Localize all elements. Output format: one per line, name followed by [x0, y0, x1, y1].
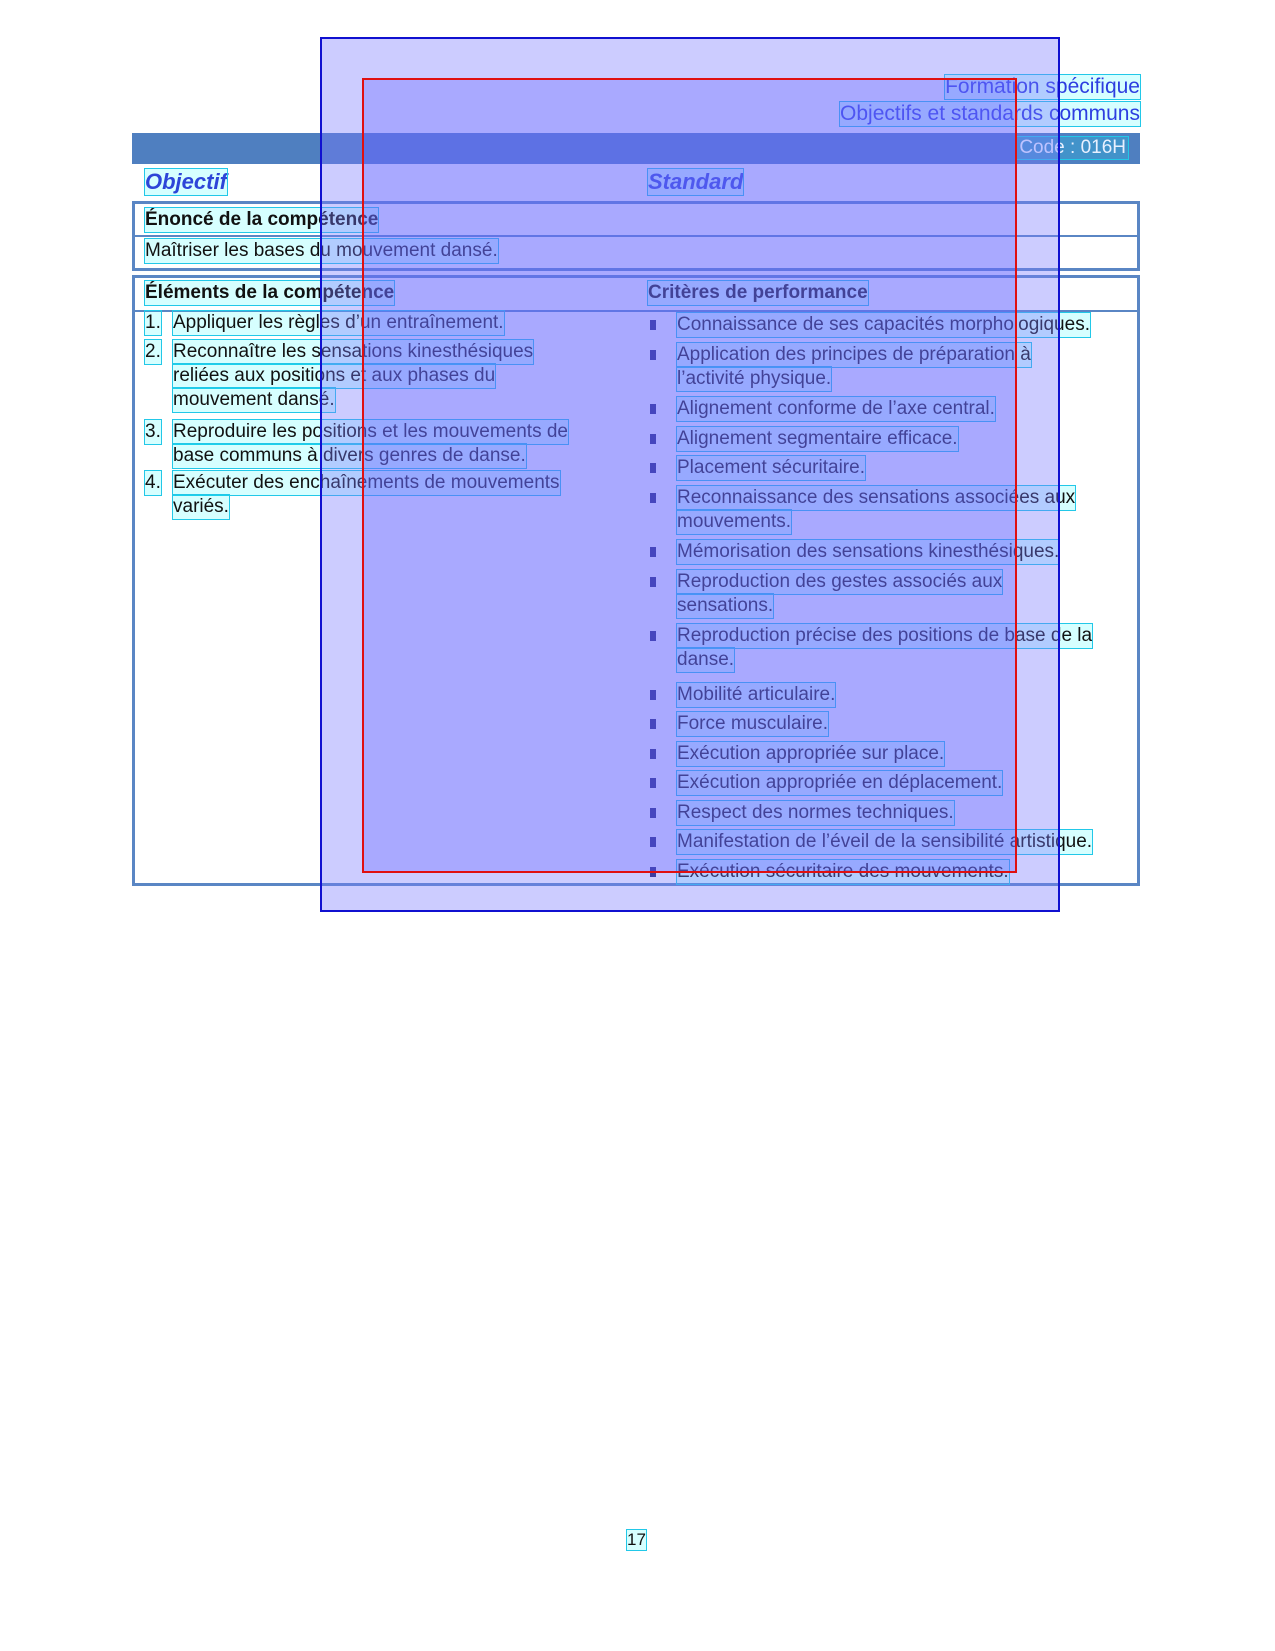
criterion-text: Placement sécuritaire. — [677, 457, 865, 478]
criterion-text: Exécution sécuritaire des mouvements. — [677, 861, 1009, 882]
competency-code: Code : 016H — [1019, 137, 1126, 158]
criterion-text: Alignement segmentaire efficace. — [677, 428, 958, 449]
criterion-text: Mobilité articulaire. — [677, 684, 836, 705]
criterion-text: Exécution appropriée en déplacement. — [677, 772, 1003, 793]
element-text: Exécuter des enchaînements de mouvements — [173, 472, 560, 493]
criterion-text: Respect des normes techniques. — [677, 802, 954, 823]
element-number: 2. — [145, 341, 161, 362]
element-text: reliées aux positions et aux phases du — [173, 365, 496, 386]
criterion-text: mouvements. — [677, 511, 792, 532]
header-program: Formation spécifique — [945, 75, 1140, 98]
criterion-text: Application des principes de préparation à — [677, 344, 1031, 365]
objective-column-title: Objectif — [145, 169, 227, 194]
criterion-text: Reproduction des gestes associés aux — [677, 571, 1003, 592]
element-text: Reconnaître les sensations kinesthésiques — [173, 341, 534, 362]
element-text: Appliquer les règles d’un entraînement. — [173, 312, 504, 333]
criterion-text: Exécution appropriée sur place. — [677, 743, 945, 764]
criterion-text: danse. — [677, 649, 735, 670]
element-number: 4. — [145, 472, 161, 493]
criterion-text: Alignement conforme de l’axe central. — [677, 398, 995, 419]
element-number: 3. — [145, 421, 161, 442]
element-text: base communs à divers genres de danse. — [173, 445, 526, 466]
criterion-text: Force musculaire. — [677, 713, 828, 734]
criterion-text: Reconnaissance des sensations associées aux — [677, 487, 1076, 508]
selection-region-inner — [362, 78, 1017, 873]
criterion-text: Reproduction précise des positions de base de la — [677, 625, 1093, 646]
element-number: 1. — [145, 312, 161, 333]
header-subtitle: Objectifs et standards communs — [840, 102, 1140, 125]
criterion-text: Manifestation de l’éveil de la sensibilité artistique. — [677, 831, 1093, 852]
statement-text: Maîtriser les bases du mouvement dansé. — [145, 240, 498, 261]
criterion-text: Mémorisation des sensations kinesthésiques. — [677, 541, 1060, 562]
elements-heading: Éléments de la compétence — [145, 282, 395, 303]
criterion-text: sensations. — [677, 595, 774, 616]
criterion-text: l’activité physique. — [677, 368, 832, 389]
statement-heading: Énoncé de la compétence — [145, 209, 379, 230]
criteria-heading: Critères de performance — [648, 282, 868, 303]
element-text: Reproduire les positions et les mouvements de — [173, 421, 568, 442]
page-number: 17 — [627, 1530, 646, 1549]
criterion-text: Connaissance de ses capacités morphologiques. — [677, 314, 1090, 335]
element-text: mouvement dansé. — [173, 389, 335, 410]
element-text: variés. — [173, 496, 229, 517]
standard-column-title: Standard — [648, 169, 744, 194]
